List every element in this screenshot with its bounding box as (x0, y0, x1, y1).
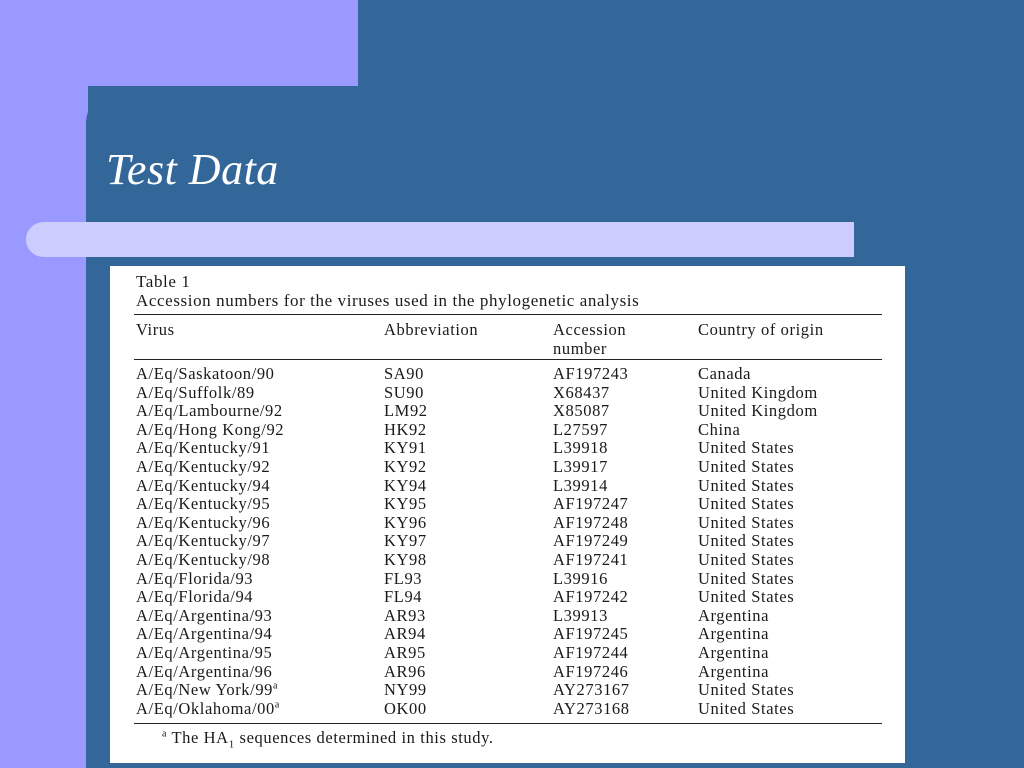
cell-virus-text: A/Eq/Suffolk/89 (136, 382, 255, 402)
cell-accession-text: L39914 (553, 475, 608, 495)
cell-accession-text: X68437 (553, 382, 610, 402)
cell-accession (553, 606, 608, 626)
cell-virus-text: A/Eq/Kentucky/91 (136, 438, 271, 458)
cell-accession (553, 624, 628, 644)
cell-virus-text: A/Eq/Lambourne/92 (136, 401, 283, 421)
cell-accession (553, 662, 628, 682)
cell-country-text: United States (698, 456, 795, 476)
cell-virus-text: A/Eq/Saskatoon/90 (136, 364, 275, 383)
cell-accession (553, 587, 628, 607)
cell-virus (136, 550, 270, 570)
cell-accession-text: AF197249 (553, 531, 629, 551)
cell-accession (553, 680, 630, 700)
header-abbreviation: Abbreviation (384, 320, 479, 339)
slide-title: Test Data (106, 145, 279, 194)
cell-accession-text: AY273167 (553, 680, 630, 700)
table-row (110, 624, 905, 643)
cell-abbreviation-text: NY99 (384, 680, 427, 700)
cell-virus (136, 364, 275, 384)
cell-abbreviation-text: FL93 (384, 568, 423, 588)
accent-strip (0, 0, 88, 768)
cell-virus-text: A/Eq/Argentina/96 (136, 661, 273, 681)
cell-abbreviation (384, 476, 427, 496)
cell-virus-text: A/Eq/Kentucky/95 (136, 494, 271, 514)
cell-abbreviation-text: AR93 (384, 605, 426, 625)
cell-accession-text: AF197248 (553, 512, 629, 532)
cell-country (698, 420, 740, 440)
table-row (110, 606, 905, 625)
cell-country-text: Canada (698, 364, 752, 383)
cell-country (698, 662, 769, 682)
cell-abbreviation-text: SA90 (384, 364, 424, 383)
cell-abbreviation (384, 569, 422, 589)
cell-country-text: China (698, 419, 741, 439)
cell-virus (136, 699, 280, 719)
cell-country (698, 699, 794, 719)
cell-accession-text: L39916 (553, 568, 608, 588)
cell-abbreviation (384, 438, 427, 458)
cell-country (698, 606, 769, 626)
cell-abbreviation (384, 643, 426, 663)
cell-abbreviation (384, 587, 422, 607)
header-accession-line1: Accession (553, 320, 627, 339)
cell-accession-text: AF197245 (553, 624, 629, 644)
cell-virus-text: A/Eq/Argentina/93 (136, 605, 273, 625)
cell-country (698, 531, 794, 551)
cell-abbreviation-text: KY91 (384, 438, 427, 458)
cell-abbreviation-text: LM92 (384, 401, 428, 421)
cell-virus (136, 606, 272, 626)
table-row (110, 550, 905, 569)
table-row (110, 401, 905, 420)
cell-abbreviation (384, 420, 427, 440)
cell-country-text: United States (698, 549, 795, 569)
cell-accession-text: AF197246 (553, 661, 629, 681)
table-row (110, 680, 905, 699)
cell-country (698, 643, 769, 663)
cell-accession (553, 476, 608, 496)
cell-virus-text: A/Eq/Argentina/95 (136, 642, 273, 662)
cell-virus-text: A/Eq/Florida/94 (136, 587, 254, 607)
cell-accession (553, 420, 608, 440)
footnote-text-after: sequences determined in this study. (239, 728, 494, 747)
cell-virus (136, 531, 270, 551)
header-accession (553, 321, 626, 358)
table-rule-bottom (134, 723, 882, 724)
cell-virus (136, 420, 284, 440)
cell-abbreviation-text: KY92 (384, 456, 427, 476)
cell-virus-text: A/Eq/Hong Kong/92 (136, 419, 285, 439)
cell-country-text: United Kingdom (698, 382, 818, 402)
footnote-marker: a (162, 728, 168, 740)
footnote-subscript: 1 (228, 738, 235, 751)
table-footnote (162, 728, 494, 750)
cell-accession-text: L27597 (553, 419, 608, 439)
cell-accession (553, 550, 628, 570)
table-row (110, 513, 905, 532)
cell-accession-text: AF197242 (553, 587, 629, 607)
cell-accession (553, 699, 630, 719)
cell-country-text: United States (698, 475, 795, 495)
cell-country-text: United States (698, 512, 795, 532)
cell-accession-text: L39918 (553, 438, 608, 458)
cell-country (698, 364, 751, 384)
cell-virus (136, 643, 272, 663)
table-row (110, 699, 905, 718)
cell-abbreviation (384, 606, 426, 626)
cell-country (698, 513, 794, 533)
cell-abbreviation-text: AR95 (384, 642, 426, 662)
cell-accession-text: AF197247 (553, 494, 629, 514)
cell-abbreviation-text: KY96 (384, 512, 427, 532)
cell-virus-text: A/Eq/Kentucky/94 (136, 475, 271, 495)
cell-virus (136, 401, 283, 421)
cell-country (698, 624, 769, 644)
cell-virus (136, 680, 278, 700)
header-accession-line2: number (553, 338, 608, 358)
table-row (110, 364, 905, 383)
cell-accession-text: AY273168 (553, 698, 630, 718)
cell-virus-text: A/Eq/Kentucky/97 (136, 531, 271, 551)
table-caption: Accession numbers for the viruses used in the phylogenetic analysis (136, 291, 640, 310)
cell-virus-text: A/Eq/Oklahoma/00 (136, 698, 275, 718)
table-body (110, 364, 905, 717)
cell-abbreviation (384, 383, 424, 403)
cell-accession-text: X85087 (553, 401, 610, 421)
cell-abbreviation (384, 699, 427, 719)
cell-abbreviation (384, 550, 427, 570)
cell-abbreviation-text: KY98 (384, 549, 427, 569)
cell-country (698, 457, 794, 477)
table-rule-header (134, 359, 882, 360)
cell-country-text: United States (698, 494, 795, 514)
cell-accession (553, 569, 608, 589)
accent-corner (0, 0, 358, 86)
cell-accession (553, 513, 628, 533)
cell-country-text: Argentina (698, 605, 770, 625)
table-row (110, 383, 905, 402)
cell-virus-text: A/Eq/Kentucky/96 (136, 512, 271, 532)
cell-accession (553, 438, 608, 458)
header-virus: Virus (136, 320, 175, 339)
cell-virus (136, 587, 253, 607)
cell-abbreviation (384, 494, 427, 514)
cell-country (698, 680, 794, 700)
cell-abbreviation (384, 662, 426, 682)
cell-abbreviation-text: KY94 (384, 475, 427, 495)
cell-country (698, 438, 794, 458)
table-row (110, 662, 905, 681)
table-row (110, 569, 905, 588)
cell-accession (553, 531, 628, 551)
table-image (110, 266, 905, 763)
cell-accession-text: AF197243 (553, 364, 629, 383)
cell-country-text: United States (698, 698, 795, 718)
cell-accession-text: L39913 (553, 605, 608, 625)
cell-virus-text: A/Eq/Florida/93 (136, 568, 254, 588)
cell-virus-text: A/Eq/Argentina/94 (136, 624, 273, 644)
cell-country (698, 569, 794, 589)
cell-accession (553, 364, 628, 384)
cell-abbreviation-text: HK92 (384, 419, 427, 439)
cell-country (698, 383, 818, 403)
footnote-marker-ref: a (274, 699, 280, 711)
cell-abbreviation-text: SU90 (384, 382, 424, 402)
cell-virus (136, 624, 272, 644)
cell-country-text: United Kingdom (698, 401, 818, 421)
cell-country (698, 587, 794, 607)
cell-abbreviation-text: FL94 (384, 587, 423, 607)
table-row (110, 457, 905, 476)
cell-country-text: United States (698, 680, 795, 700)
cell-country-text: United States (698, 531, 795, 551)
cell-virus (136, 457, 270, 477)
cell-country-text: United States (698, 568, 795, 588)
cell-abbreviation (384, 401, 428, 421)
cell-abbreviation-text: KY97 (384, 531, 427, 551)
cell-accession (553, 643, 628, 663)
cell-virus (136, 662, 272, 682)
table-rule-top (134, 314, 882, 315)
cell-virus (136, 438, 270, 458)
cell-accession (553, 457, 608, 477)
cell-abbreviation (384, 680, 427, 700)
cell-country-text: Argentina (698, 642, 770, 662)
cell-virus (136, 383, 255, 403)
cell-country (698, 550, 794, 570)
cell-abbreviation-text: KY95 (384, 494, 427, 514)
table-row (110, 438, 905, 457)
cell-country (698, 476, 794, 496)
cell-abbreviation (384, 513, 427, 533)
cell-virus (136, 569, 253, 589)
cell-abbreviation (384, 364, 424, 384)
footnote-text-before: The HA (171, 728, 229, 747)
table-row (110, 587, 905, 606)
table-row (110, 420, 905, 439)
cell-abbreviation (384, 624, 426, 644)
cell-accession-text: AF197244 (553, 642, 629, 662)
cell-virus (136, 513, 270, 533)
cell-abbreviation-text: AR96 (384, 661, 426, 681)
cell-virus (136, 494, 270, 514)
header-country: Country of origin (698, 320, 824, 339)
cell-accession-text: AF197241 (553, 549, 629, 569)
table-row (110, 494, 905, 513)
table-row (110, 476, 905, 495)
cell-virus-text: A/Eq/Kentucky/92 (136, 456, 271, 476)
cell-virus-text: A/Eq/New York/99 (136, 680, 274, 700)
cell-virus (136, 476, 270, 496)
cell-virus-text: A/Eq/Kentucky/98 (136, 549, 271, 569)
cell-country (698, 494, 794, 514)
cell-accession (553, 383, 610, 403)
cell-abbreviation (384, 531, 427, 551)
cell-accession (553, 494, 628, 514)
cell-country (698, 401, 818, 421)
footnote-marker-ref: a (273, 680, 279, 692)
cell-country-text: Argentina (698, 624, 770, 644)
cell-abbreviation-text: AR94 (384, 624, 426, 644)
cell-abbreviation (384, 457, 427, 477)
title-divider-bar (26, 222, 854, 257)
cell-accession-text: L39917 (553, 456, 608, 476)
table-label: Table 1 (136, 272, 191, 291)
cell-accession (553, 401, 610, 421)
cell-abbreviation-text: OK00 (384, 698, 427, 718)
cell-country-text: United States (698, 438, 795, 458)
cell-country-text: United States (698, 587, 795, 607)
table-row (110, 531, 905, 550)
cell-country-text: Argentina (698, 661, 770, 681)
table-row (110, 643, 905, 662)
